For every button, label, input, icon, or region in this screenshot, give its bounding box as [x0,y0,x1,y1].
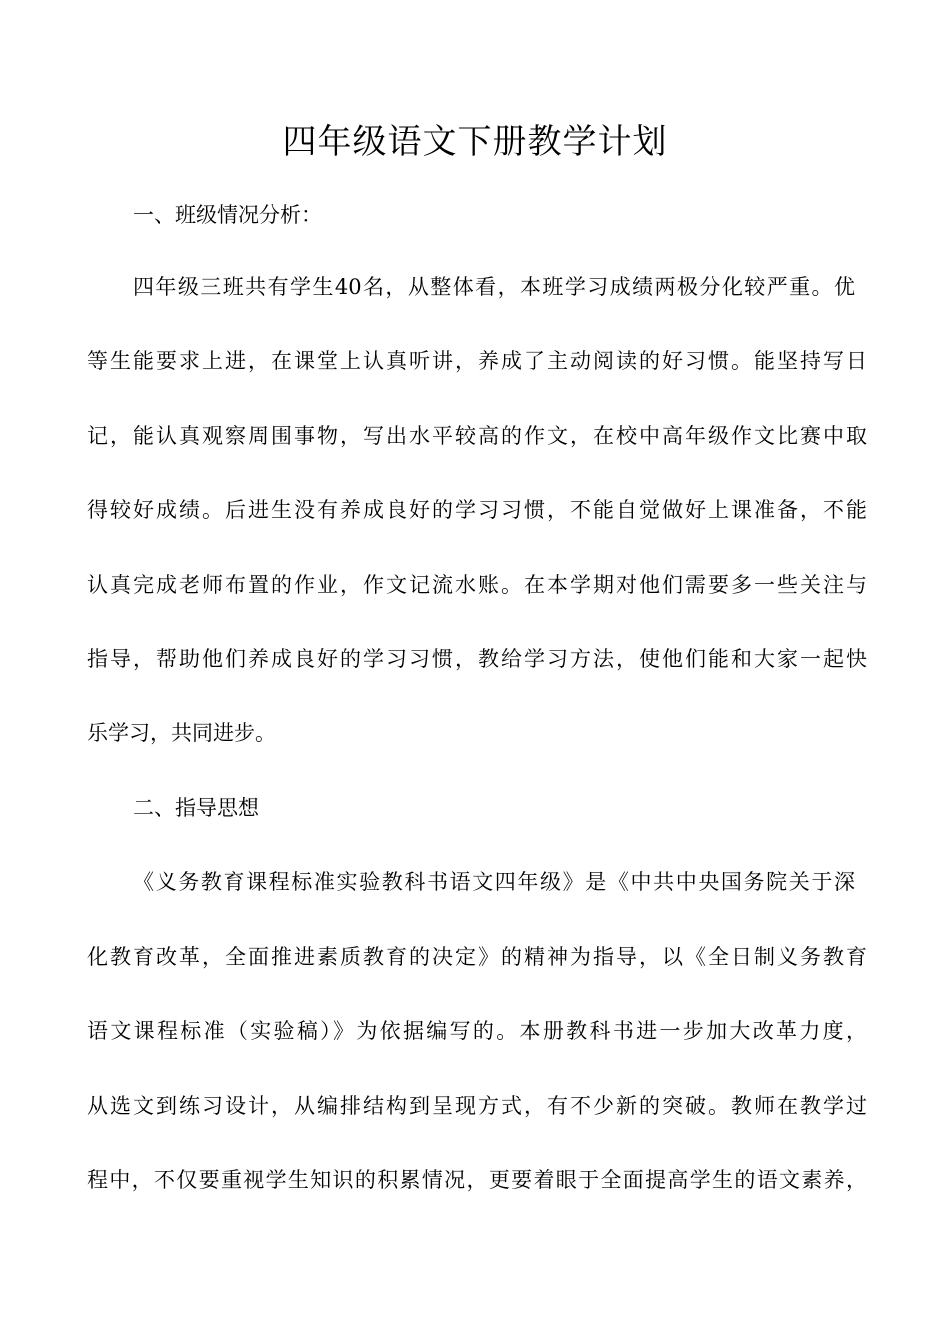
paragraph-line: 得较好成绩。后进生没有养成良好的学习习惯，不能自觉做好上课准备，不能 [87,498,867,522]
paragraph-line: 记，能认真观察周围事物，写出水平较高的作文，在校中高年级作文比赛中取 [87,424,867,448]
paragraph-line: 语文课程标准（实验稿）》为依据编写的。本册教科书进一步加大改革力度， [87,1019,867,1043]
paragraph-line: 四年级三班共有学生40名，从整体看，本班学习成绩两极分化较严重。优 [133,275,855,299]
paragraph-line: 等生能要求上进，在课堂上认真听讲，养成了主动阅读的好习惯。能坚持写日 [87,349,867,373]
document-title: 四年级语文下册教学计划 [282,122,668,162]
paragraph-line: 《义务教育课程标准实验教科书语文四年级》是《中共中央国务院关于深 [133,870,855,894]
section-heading-class-analysis: 一、班级情况分析： [133,203,322,227]
paragraph-line: 认真完成老师布置的作业，作文记流水账。在本学期对他们需要多一些关注与 [87,573,867,597]
section-heading-guiding-ideology: 二、指导思想 [133,796,259,820]
paragraph-line: 乐学习，共同进步。 [87,721,276,745]
paragraph-line: 化教育改革，全面推进素质教育的决定》的精神为指导，以《全日制义务教育 [87,945,867,969]
paragraph-line: 程中，不仅要重视学生知识的积累情况，更要着眼于全面提高学生的语文素养， [87,1168,867,1192]
paragraph-line: 从选文到练习设计，从编排结构到呈现方式，有不少新的突破。教师在教学过 [87,1094,867,1118]
paragraph-line: 指导，帮助他们养成良好的学习习惯，教给学习方法，使他们能和大家一起快 [87,647,867,671]
